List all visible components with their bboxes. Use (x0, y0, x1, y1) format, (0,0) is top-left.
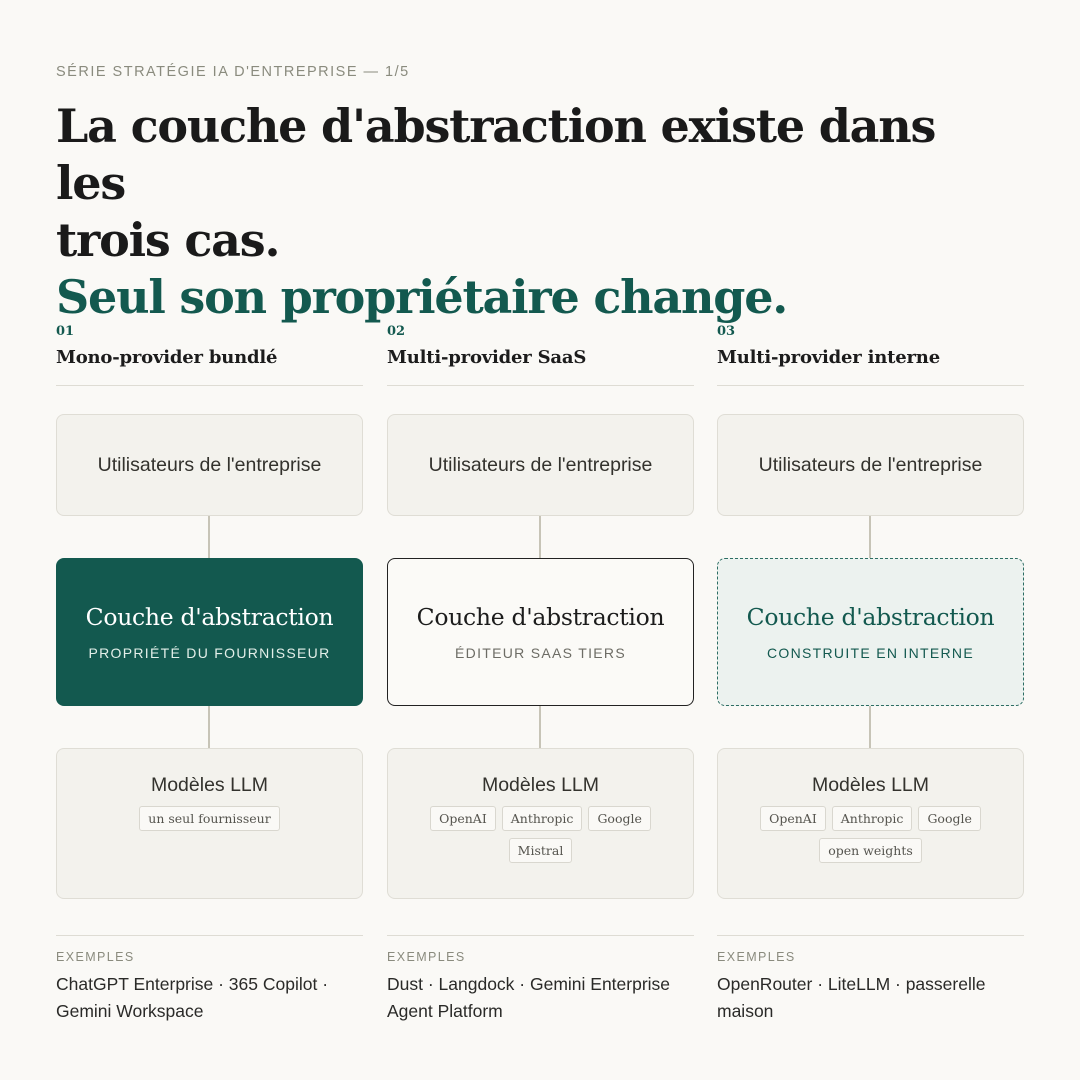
model-chip: Anthropic (502, 806, 583, 831)
model-chips (751, 806, 991, 863)
models-box (56, 748, 363, 899)
models-title: Modèles LLM (150, 774, 269, 796)
models-box (387, 748, 694, 899)
connector-line (208, 706, 210, 748)
model-chip: Mistral (509, 838, 573, 863)
abstraction-layer-box (387, 558, 694, 706)
examples-label: EXEMPLES (717, 950, 796, 964)
column-mono-provider (56, 322, 363, 1042)
column-divider (56, 385, 363, 386)
model-chip: Google (918, 806, 980, 831)
abstraction-layer-box (56, 558, 363, 706)
models-box (717, 748, 1024, 899)
layer-owner: CONSTRUITE EN INTERNE (767, 645, 974, 661)
examples-divider (717, 935, 1024, 936)
connector-line (539, 706, 541, 748)
users-label: Utilisateurs de l'entreprise (428, 453, 653, 476)
column-title: Multi-provider interne (717, 347, 940, 368)
column-multi-provider-interne (717, 322, 1024, 1042)
layer-title: Couche d'abstraction (85, 603, 334, 631)
column-divider (387, 385, 694, 386)
page-title (56, 98, 936, 326)
model-chip: OpenAI (760, 806, 826, 831)
column-number: 02 (387, 324, 406, 339)
model-chip: Anthropic (832, 806, 913, 831)
models-title: Modèles LLM (481, 774, 600, 796)
users-label: Utilisateurs de l'entreprise (97, 453, 322, 476)
layer-title: Couche d'abstraction (416, 603, 665, 631)
model-chip: OpenAI (430, 806, 496, 831)
examples-label: EXEMPLES (387, 950, 466, 964)
users-box (717, 414, 1024, 516)
title-line-1: La couche d'abstraction existe dans les (56, 99, 936, 210)
model-chip: un seul fournisseur (139, 806, 279, 831)
examples-label: EXEMPLES (56, 950, 135, 964)
column-divider (717, 385, 1024, 386)
title-line-2: trois cas. (56, 213, 280, 267)
examples-text: Dust · Langdock · Gemini Enterprise Agent Platform (387, 974, 671, 1021)
connector-line (539, 516, 541, 558)
connector-line (208, 516, 210, 558)
layer-owner: PROPRIÉTÉ DU FOURNISSEUR (88, 645, 331, 661)
title-line-3: Seul son propriétaire change. (56, 270, 788, 324)
users-label: Utilisateurs de l'entreprise (758, 453, 983, 476)
column-title: Multi-provider SaaS (387, 347, 587, 368)
users-box (56, 414, 363, 516)
model-chips (90, 806, 330, 831)
users-box (387, 414, 694, 516)
abstraction-layer-box (717, 558, 1024, 706)
layer-title: Couche d'abstraction (746, 603, 995, 631)
connector-line (869, 706, 871, 748)
models-title: Modèles LLM (811, 774, 930, 796)
examples-divider (387, 935, 694, 936)
column-number: 03 (717, 324, 736, 339)
connector-line (869, 516, 871, 558)
series-label: SÉRIE STRATÉGIE IA D'ENTREPRISE — 1/5 (56, 64, 410, 80)
examples-text: OpenRouter · LiteLLM · passerelle maison (717, 974, 986, 1021)
model-chip: open weights (819, 838, 922, 863)
layer-owner: ÉDITEUR SAAS TIERS (455, 645, 626, 661)
column-multi-provider-saas (387, 322, 694, 1042)
examples-text: ChatGPT Enterprise · 365 Copilot · Gemini Workspace (56, 974, 329, 1021)
model-chips (421, 806, 661, 863)
column-number: 01 (56, 324, 75, 339)
examples-divider (56, 935, 363, 936)
column-title: Mono-provider bundlé (56, 347, 278, 368)
model-chip: Google (588, 806, 650, 831)
